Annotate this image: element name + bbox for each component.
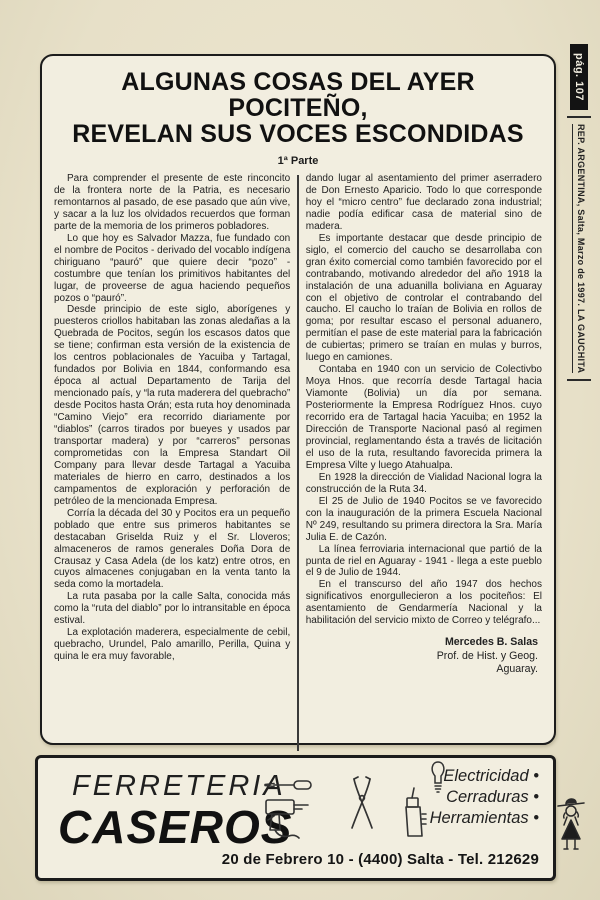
article-title: [54, 69, 542, 147]
ad-business-name: CASEROS: [58, 801, 293, 853]
ad-business-type: FERRETERIA: [72, 770, 286, 802]
paragraph: La ruta pasaba por la calle Salta, conocida más como la “ruta del diablo” por lo intransitable en época estival.: [54, 591, 291, 627]
paragraph: La línea ferroviaria internacional que partió de la punta de riel en Aguaray - 1941 - llega a este pueblo el 9 de Julio de 1944.: [305, 543, 542, 579]
ad-services-list: [430, 766, 539, 829]
ad-address: 20 de Febrero 10 - (4400) Salta - Tel. 212629: [221, 851, 539, 868]
author-signature: [306, 636, 542, 677]
sidebar-rule-bottom: [567, 379, 591, 381]
sidebar-rule-top: [567, 116, 591, 118]
advertisement-box: [35, 755, 556, 881]
column-divider-rule: [297, 175, 299, 751]
article-part-label: 1ª Parte: [277, 155, 319, 167]
screwdriver-icon: [262, 778, 314, 792]
paragraph: En el transcurso del año 1947 dos hechos significativos enorgullecieron a los pociteños: El asentamiento de Gendarmería Nacional y la habilitación del servicio mixto de Correo y telégrafo...: [305, 579, 542, 627]
paragraph: En 1928 la dirección de Vialidad Nacional logra la construcción de la Ruta 34.: [305, 471, 542, 495]
paragraph: Lo que hoy es Salvador Mazza, fue fundado con el nombre de Pocitos - derivado del vocablo indígena chiriguano “pauró” que quiere decir “pozo” - costumbre que tenían los primitivos habitantes del lugar, de proveerse de agua haciendo pequeños pozos o “pauró”.: [54, 232, 291, 304]
paragraph: Contaba en 1940 con un servicio de Colectivbo Moya Hnos. que recorría desde Tartagal hacia Viamonte (Bolivia) un día por semana. Posteriormente la Empresa Rodríguez Hnos. cuyo recorrido era de Tartagal hacia Yacuiba; en 1952 la Dirección de Transporte Nacional pasó al regimen provincial, reglamentando ésta a través de licitación el uso de la ruta, resultando favorecida primera la Empresa Vilte y luego Atahualpa.: [305, 364, 542, 471]
drill-icon: [250, 794, 312, 846]
gauchita-mascot-figure: [551, 793, 591, 860]
soldering-iron-icon: [398, 786, 428, 844]
page-number-badge: pág. 107: [570, 44, 588, 110]
paragraph: La explotación maderera, especialmente de cebil, quebracho, Urundel, Palo amarillo, Perilla, Quina y quina le era muy favorable,: [54, 627, 291, 663]
edition-caption: REP. ARGENTINA, Salta, Marzo de 1997. LA GAUCHITA: [572, 124, 586, 373]
article-column-left: [54, 173, 290, 751]
left-paragraphs: [54, 173, 290, 663]
author-title: Prof. de Hist. y Geog.: [436, 649, 538, 662]
paragraph: Para comprender el presente de este rinconcito de la frontera norte de la Patria, es necesario remontarnos al pasado, de ese pasado que aún vive, y sacar a la luz los olvidados recuerdos que forman parte de la memoria de los primeros pobladores.: [54, 173, 291, 232]
author-name: Mercedes B. Salas: [444, 636, 538, 649]
paragraph: Cerraduras •: [446, 788, 539, 806]
paragraph: El 25 de Julio de 1940 Pocitos se ve favorecido con la inauguración de la primera Escuela Nacional Nº 249, resultando su primera directora la Sra. María Julia E. de Cazón.: [305, 495, 542, 543]
paragraph: Es importante destacar que desde principio de siglo, el comercio del caucho se desarrollaba con gran éxito comercial como también favorecido por el contrabando, motivando alrededor del año 1918 la instalación de una aduanilla boliviana en Aguaray con el objetivo de controlar el contrabando del caucho. El caucho lo traían de Bolivia en rollos de goma; por resultar escaso el personal aduanero, permitían el pase de este material para la fabricación de cubiertas; primero se traían en mulas y burros, luego en camiones.: [305, 232, 542, 364]
paragraph: Herramientas •: [429, 809, 539, 827]
right-paragraphs: [306, 173, 542, 627]
article-title-line2: REVELAN SUS VOCES ESCONDIDAS: [72, 120, 524, 148]
article-columns: [54, 173, 542, 751]
author-place: Aguaray.: [496, 663, 538, 676]
article-title-line1: ALGUNAS COSAS DEL AYER POCITEÑO,: [121, 68, 475, 122]
page-margin-sidebar: [563, 44, 595, 381]
paragraph: Corría la década del 30 y Pocitos era un pequeño poblado que entre sus primeros habitantes se destacaban Griselda Ruiz y el Sr. Lloveros; almaceneros de ramos generales Doña Dora de Crausaz y Casa Adela (de los katz) entre otros, en cuyos almacenes conjugaban en la venta tanto la seda como la mortadela.: [54, 507, 291, 591]
pliers-icon: [342, 776, 382, 834]
article-column-right: [306, 173, 542, 751]
paragraph: dando lugar al asentamiento del primer aserradero de Don Ernesto Aparicio. Todo lo que corresponde hoy el “micro centro” fue declarado zona industrial; nadie podía edificar casa de material sino de madera.: [305, 173, 542, 232]
paragraph: Desde principio de este siglo, aborígenes y puesteros criollos habitaban las zonas aledañas a la Quebrada de Pocitos, según los escasos datos que se tiene; confirman esta versión de la existencia de los centros poblacionales de Yacuiba y Tartagal, fundados por Bolivia en 1844, conformando esa época al actual Departamento de Tarija del mencionado país, y “la ruta maderera del quebracho” desde Pocitos hasta Orán; esta ruta hoy denominada “Camino Viejo” era recorrido diariamente por “diablos” (carros tirados por bueyes y usados par transportar madera) y por “carreros” personas comprometidas con la Empresa Standart Oil Company para llevar desde Tartagal a Yacuiba materiales de hierro en carro, destinados a los campamentos de exploración y perforación de petróleo de la mencionada Empresa.: [54, 304, 291, 507]
article-box: [40, 54, 556, 745]
paragraph: Electricidad •: [443, 767, 539, 785]
